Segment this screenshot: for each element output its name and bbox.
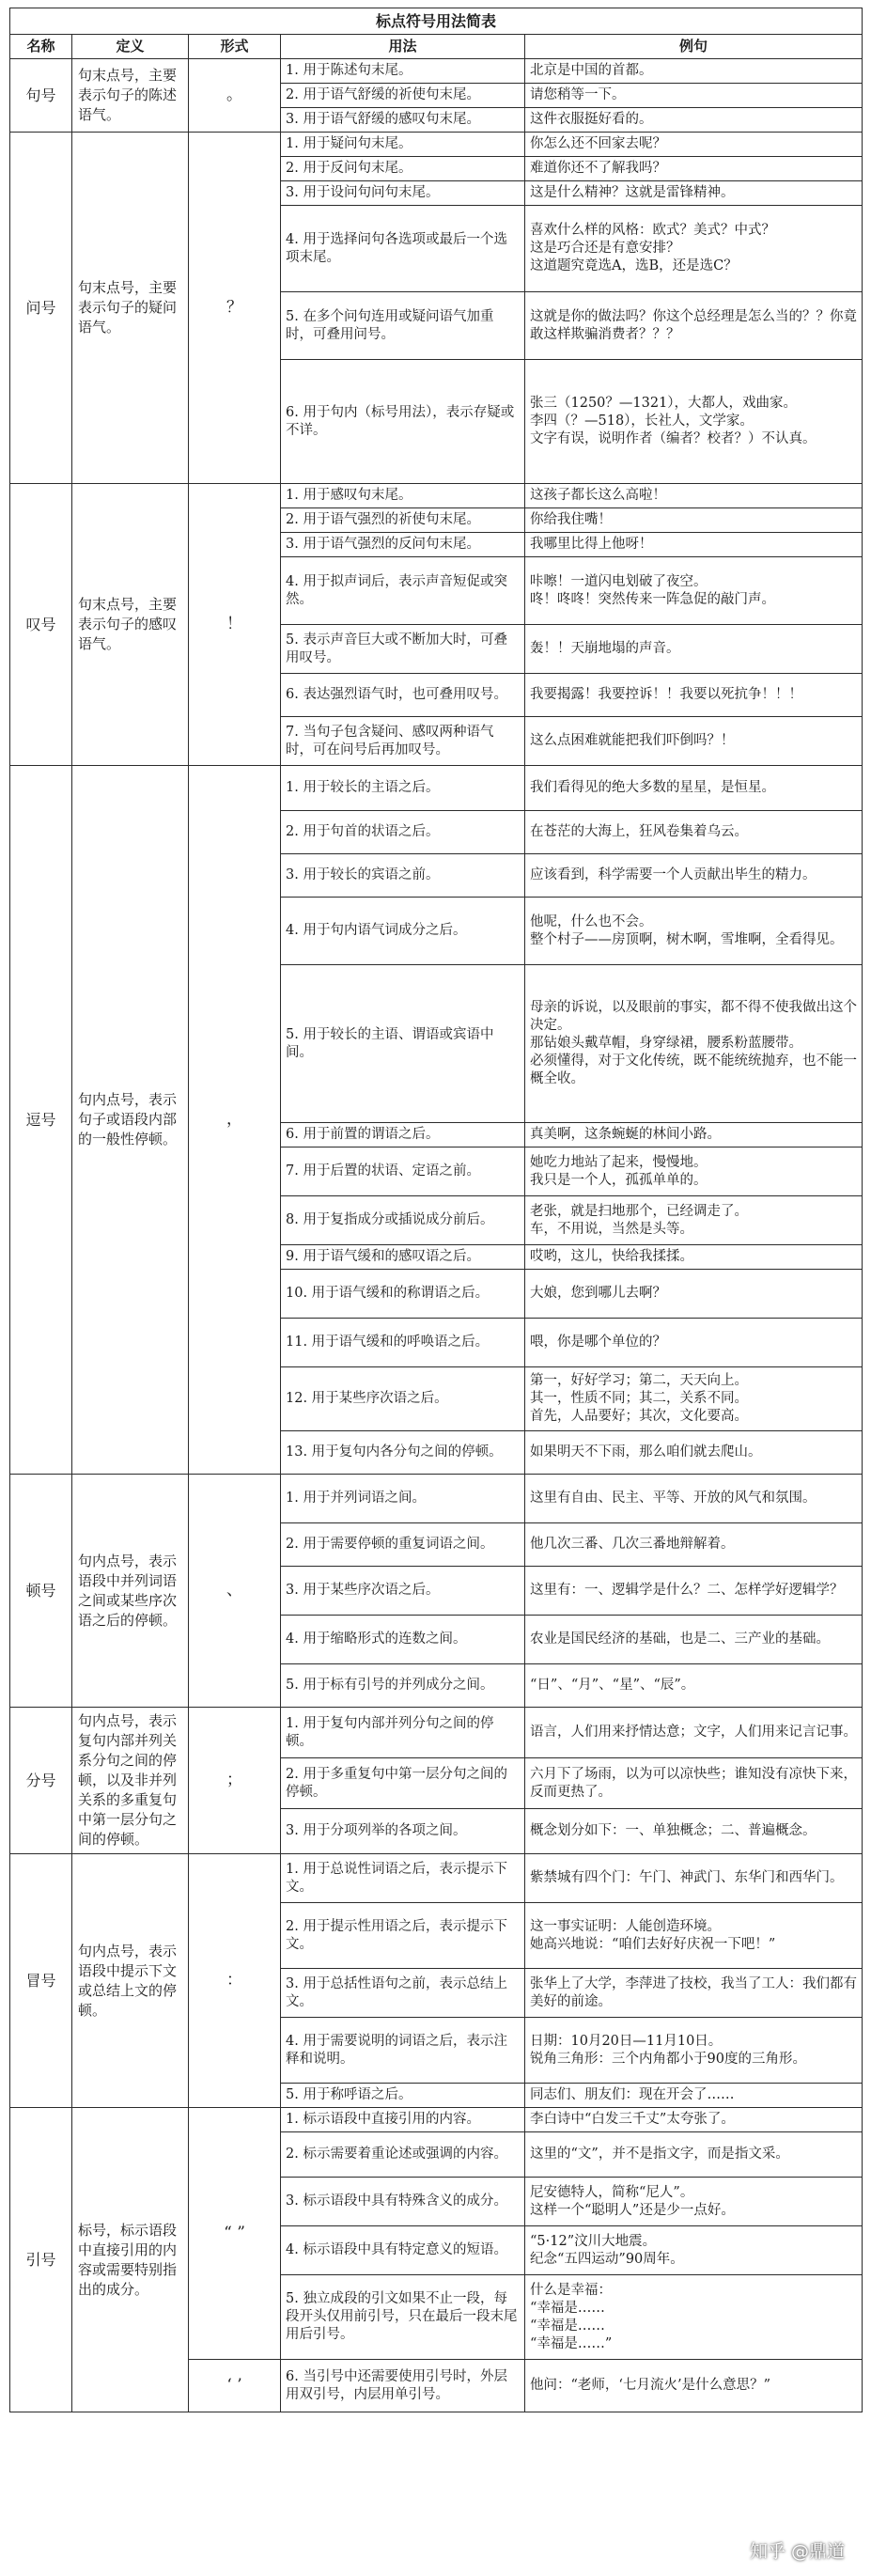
punctuation-definition: 句末点号，主要表示句子的陈述语气。	[72, 59, 189, 133]
example-cell: 这是什么精神？这就是雷锋精神。	[525, 181, 863, 206]
punctuation-definition: 句末点号，主要表示句子的感叹语气。	[72, 484, 189, 766]
example-cell: 紫禁城有四个门：午门、神武门、东华门和西华门。	[525, 1854, 863, 1903]
header-example: 例句	[525, 35, 863, 59]
punctuation-name: 分号	[10, 1708, 72, 1854]
example-cell: 张华上了大学，李萍进了技校，我当了工人：我们都有美好的前途。	[525, 1969, 863, 2018]
usage-cell: 4. 用于选择问句各选项或最后一个选项末尾。	[281, 206, 525, 292]
example-cell: 老张，就是扫地那个，已经调走了。 车，不用说，当然是头等。	[525, 1196, 863, 1245]
header-name: 名称	[10, 35, 72, 59]
punctuation-name: 叹号	[10, 484, 72, 766]
punctuation-form: 、	[189, 1475, 281, 1708]
usage-cell: 13. 用于复句内各分句之间的停顿。	[281, 1431, 525, 1475]
punctuation-name: 逗号	[10, 766, 72, 1475]
usage-cell: 1. 用于疑问句末尾。	[281, 133, 525, 157]
punctuation-definition: 句内点号，表示复句内部并列关系分句之间的停顿，以及非并列关系的多重复句中第一层分句之间的停顿。	[72, 1708, 189, 1854]
example-cell: 你怎么还不回家去呢？	[525, 133, 863, 157]
punctuation-form: 。	[189, 59, 281, 133]
punctuation-definition: 句内点号，表示句子或语段内部的一般性停顿。	[72, 766, 189, 1475]
usage-cell: 12. 用于某些序次语之后。	[281, 1367, 525, 1431]
example-cell: 什么是幸福： “幸福是…… “幸福是…… “幸福是……”	[525, 2275, 863, 2360]
usage-cell: 1. 用于并列词语之间。	[281, 1475, 525, 1523]
example-cell: 应该看到，科学需要一个人贡献出毕生的精力。	[525, 854, 863, 898]
usage-cell: 1. 用于较长的主语之后。	[281, 766, 525, 811]
usage-cell: 5. 用于标有引号的并列成分之间。	[281, 1664, 525, 1708]
usage-cell: 2. 标示需要着重论述或强调的内容。	[281, 2132, 525, 2178]
example-cell: 这孩子都长这么高啦！	[525, 484, 863, 508]
example-cell: 我哪里比得上他呀！	[525, 533, 863, 557]
usage-cell: 3. 用于设问句问句末尾。	[281, 181, 525, 206]
usage-cell: 6. 当引号中还需要使用引号时，外层用双引号，内层用单引号。	[281, 2360, 525, 2412]
punctuation-form: ：	[189, 1854, 281, 2108]
punctuation-definition: 句末点号，主要表示句子的疑问语气。	[72, 133, 189, 484]
usage-cell: 11. 用于语气缓和的呼唤语之后。	[281, 1319, 525, 1367]
usage-cell: 5. 表示声音巨大或不断加大时，可叠用叹号。	[281, 625, 525, 674]
table-row	[10, 2108, 863, 2132]
usage-cell: 4. 用于拟声词后，表示声音短促或突然。	[281, 557, 525, 625]
usage-cell: 2. 用于句首的状语之后。	[281, 811, 525, 854]
header-row	[10, 35, 863, 59]
punctuation-form: “ ”	[189, 2108, 281, 2360]
usage-cell: 4. 标示语段中具有特定意义的短语。	[281, 2226, 525, 2275]
header-definition: 定义	[72, 35, 189, 59]
punctuation-form: ‘ ’	[189, 2360, 281, 2412]
example-cell: 他问：“老师，‘七月流火’是什么意思？”	[525, 2360, 863, 2412]
table-body	[10, 8, 863, 2412]
usage-cell: 6. 用于句内（标号用法），表示存疑或不详。	[281, 360, 525, 484]
usage-cell: 6. 用于前置的谓语之后。	[281, 1123, 525, 1147]
example-cell: 喜欢什么样的风格：欧式？美式？中式？ 这是巧合还是有意安排？ 这道题究竟选A，选B，还是选C？	[525, 206, 863, 292]
punctuation-name: 顿号	[10, 1475, 72, 1708]
example-cell: 这里有：一、逻辑学是什么？二、怎样学好逻辑学？	[525, 1567, 863, 1616]
header-usage: 用法	[281, 35, 525, 59]
table-row	[10, 59, 863, 84]
example-cell: 日期：10月20日—11月10日。 锐角三角形：三个内角都小于90度的三角形。	[525, 2018, 863, 2084]
example-cell: 他几次三番、几次三番地辩解着。	[525, 1523, 863, 1567]
example-cell: 轰！！天崩地塌的声音。	[525, 625, 863, 674]
punctuation-definition: 句内点号，表示语段中提示下文或总结上文的停顿。	[72, 1854, 189, 2108]
example-cell: 这一事实证明：人能创造环境。 她高兴地说：“咱们去好好庆祝一下吧！”	[525, 1903, 863, 1969]
usage-cell: 1. 标示语段中直接引用的内容。	[281, 2108, 525, 2132]
example-cell: 这里的“文”，并不是指文字，而是指文采。	[525, 2132, 863, 2178]
usage-cell: 2. 用于语气舒缓的祈使句末尾。	[281, 84, 525, 108]
punctuation-definition: 标号，标示语段中直接引用的内容或需要特别指出的成分。	[72, 2108, 189, 2412]
usage-cell: 5. 独立成段的引文如果不止一段，每段开头仅用前引号，只在最后一段末尾用后引号。	[281, 2275, 525, 2360]
example-cell: 你给我住嘴！	[525, 508, 863, 533]
usage-cell: 5. 用于较长的主语、谓语或宾语中间。	[281, 965, 525, 1123]
example-cell: 尼安德特人，简称“尼人”。 这样一个“聪明人”还是少一点好。	[525, 2178, 863, 2226]
example-cell: “日”、“月”、“星”、“辰”。	[525, 1664, 863, 1708]
usage-cell: 1. 用于陈述句末尾。	[281, 59, 525, 84]
example-cell: 如果明天不下雨，那么咱们就去爬山。	[525, 1431, 863, 1475]
example-cell: 这里有自由、民主、平等、开放的风气和氛围。	[525, 1475, 863, 1523]
usage-cell: 4. 用于需要说明的词语之后，表示注释和说明。	[281, 2018, 525, 2084]
example-cell: 李白诗中“白发三千丈”太夸张了。	[525, 2108, 863, 2132]
example-cell: 概念划分如下：一、单独概念；二、普遍概念。	[525, 1809, 863, 1854]
table-row	[10, 766, 863, 811]
punctuation-name: 问号	[10, 133, 72, 484]
example-cell: 我们看得见的绝大多数的星星，是恒星。	[525, 766, 863, 811]
example-cell: 喂，你是哪个单位的？	[525, 1319, 863, 1367]
example-cell: 这就是你的做法吗？你这个总经理是怎么当的？？你竟敢这样欺骗消费者？？？	[525, 292, 863, 360]
example-cell: 这么点困难就能把我们吓倒吗？！	[525, 717, 863, 766]
usage-cell: 7. 当句子包含疑问、感叹两种语气时，可在问号后再加叹号。	[281, 717, 525, 766]
example-cell: 真美啊，这条蜿蜒的林间小路。	[525, 1123, 863, 1147]
example-cell: 请您稍等一下。	[525, 84, 863, 108]
example-cell: “5·12”汶川大地震。 纪念“五四运动”90周年。	[525, 2226, 863, 2275]
example-cell: 哎哟，这儿，快给我揉揉。	[525, 1245, 863, 1270]
usage-cell: 10. 用于语气缓和的称谓语之后。	[281, 1270, 525, 1319]
header-form: 形式	[189, 35, 281, 59]
table-title: 标点符号用法简表	[10, 8, 863, 35]
punctuation-definition: 句内点号，表示语段中并列词语之间或某些序次语之后的停顿。	[72, 1475, 189, 1708]
usage-cell: 8. 用于复指成分或插说成分前后。	[281, 1196, 525, 1245]
usage-cell: 9. 用于语气缓和的感叹语之后。	[281, 1245, 525, 1270]
usage-cell: 1. 用于复句内部并列分句之间的停顿。	[281, 1708, 525, 1758]
usage-cell: 3. 用于语气舒缓的感叹句末尾。	[281, 108, 525, 133]
table-row	[10, 1708, 863, 1758]
usage-cell: 3. 用于较长的宾语之前。	[281, 854, 525, 898]
punctuation-name: 冒号	[10, 1854, 72, 2108]
usage-cell: 3. 用于总括性语句之前，表示总结上文。	[281, 1969, 525, 2018]
example-cell: 六月下了场雨，以为可以凉快些；谁知没有凉快下来，反而更热了。	[525, 1758, 863, 1809]
usage-cell: 1. 用于感叹句末尾。	[281, 484, 525, 508]
title-row	[10, 8, 863, 35]
usage-cell: 3. 用于语气强烈的反问句末尾。	[281, 533, 525, 557]
table-row	[10, 1475, 863, 1523]
example-cell: 难道你还不了解我吗？	[525, 157, 863, 181]
table-row	[10, 1854, 863, 1903]
usage-cell: 2. 用于提示性用语之后，表示提示下文。	[281, 1903, 525, 1969]
punctuation-table	[9, 8, 863, 2412]
punctuation-form: ；	[189, 1708, 281, 1854]
example-cell: 母亲的诉说，以及眼前的事实，都不得不使我做出这个决定。 那钻娘头戴草帽，身穿绿裙，腰系粉蓝腰带。 必须懂得，对于文化传统，既不能统统抛弃，也不能一概全收。	[525, 965, 863, 1123]
punctuation-name: 句号	[10, 59, 72, 133]
usage-cell: 2. 用于多重复句中第一层分句之间的停顿。	[281, 1758, 525, 1809]
punctuation-sheet	[9, 8, 862, 2412]
punctuation-form: ？	[189, 133, 281, 484]
punctuation-form: ！	[189, 484, 281, 766]
example-cell: 大娘，您到哪儿去啊？	[525, 1270, 863, 1319]
usage-cell: 2. 用于需要停顿的重复词语之间。	[281, 1523, 525, 1567]
example-cell: 第一，好好学习；第二，天天向上。 其一，性质不同；其二，关系不同。 首先，人品要好；其次，文化要高。	[525, 1367, 863, 1431]
usage-cell: 4. 用于句内语气词成分之后。	[281, 898, 525, 965]
example-cell: 北京是中国的首都。	[525, 59, 863, 84]
usage-cell: 1. 用于总说性词语之后，表示提示下文。	[281, 1854, 525, 1903]
example-cell: 这件衣服挺好看的。	[525, 108, 863, 133]
usage-cell: 5. 用于称呼语之后。	[281, 2084, 525, 2108]
table-row	[10, 484, 863, 508]
example-cell: 咔嚓！一道闪电划破了夜空。 咚！咚咚！突然传来一阵急促的敲门声。	[525, 557, 863, 625]
usage-cell: 5. 在多个问句连用或疑问语气加重时，可叠用问号。	[281, 292, 525, 360]
punctuation-form: ，	[189, 766, 281, 1475]
usage-cell: 3. 用于某些序次语之后。	[281, 1567, 525, 1616]
usage-cell: 2. 用于语气强烈的祈使句末尾。	[281, 508, 525, 533]
example-cell: 她吃力地站了起来，慢慢地。 我只是一个人，孤孤单单的。	[525, 1147, 863, 1196]
example-cell: 张三（1250？—1321），大都人，戏曲家。 李四（？—518），长社人，文学家。 文字有误，说明作者（编者？校者？）不认真。	[525, 360, 863, 484]
usage-cell: 6. 表达强烈语气时，也可叠用叹号。	[281, 674, 525, 717]
example-cell: 农业是国民经济的基础，也是二、三产业的基础。	[525, 1616, 863, 1664]
example-cell: 同志们、朋友们：现在开会了……	[525, 2084, 863, 2108]
usage-cell: 4. 用于缩略形式的连数之间。	[281, 1616, 525, 1664]
punctuation-name: 引号	[10, 2108, 72, 2412]
example-cell: 语言，人们用来抒情达意；文字，人们用来记言记事。	[525, 1708, 863, 1758]
example-cell: 他呢，什么也不会。 整个村子——房顶啊，树木啊，雪堆啊，全看得见。	[525, 898, 863, 965]
table-row	[10, 133, 863, 157]
usage-cell: 3. 用于分项列举的各项之间。	[281, 1809, 525, 1854]
usage-cell: 2. 用于反问句末尾。	[281, 157, 525, 181]
usage-cell: 7. 用于后置的状语、定语之前。	[281, 1147, 525, 1196]
usage-cell: 3. 标示语段中具有特殊含义的成分。	[281, 2178, 525, 2226]
example-cell: 我要揭露！我要控诉！！我要以死抗争！！！	[525, 674, 863, 717]
watermark: 知乎 @鼎道	[749, 2541, 845, 2562]
example-cell: 在苍茫的大海上，狂风卷集着乌云。	[525, 811, 863, 854]
